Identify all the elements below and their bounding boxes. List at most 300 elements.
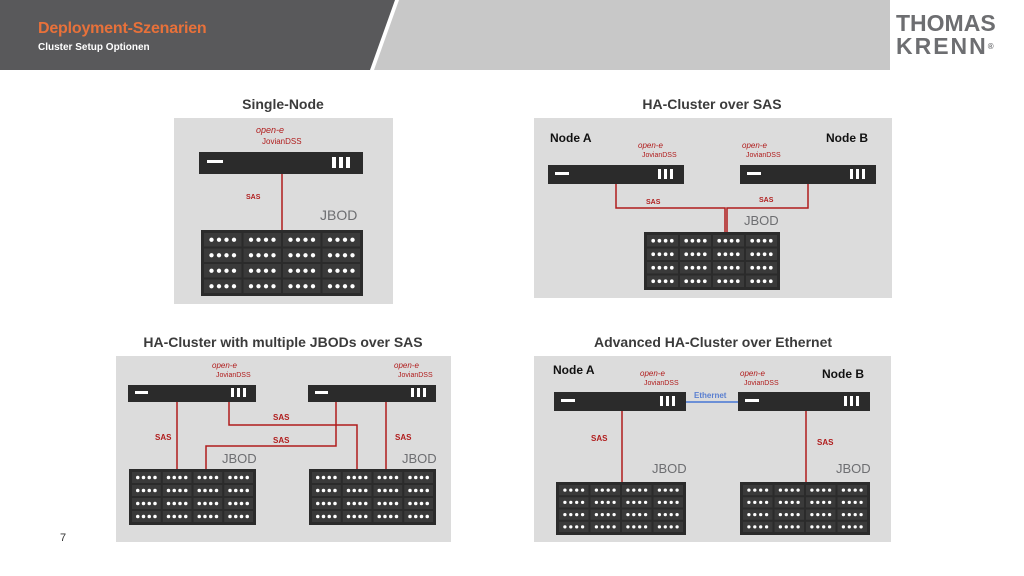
drive-bay-dot bbox=[651, 252, 655, 256]
drive-bay-dot bbox=[217, 253, 221, 257]
brand-logo-a bbox=[640, 369, 679, 387]
drive-bay-dot bbox=[664, 488, 667, 491]
drive-bay-dot bbox=[658, 252, 662, 256]
drive-bay-dot bbox=[753, 488, 756, 491]
drive-bay-dot bbox=[215, 502, 219, 506]
drive-bay-dot bbox=[569, 501, 572, 504]
drive-bay-dot bbox=[859, 513, 862, 516]
sas-label-cross-top: SAS bbox=[273, 413, 290, 422]
drive-bay-dot bbox=[327, 502, 331, 506]
drive-bay-dot bbox=[757, 279, 761, 283]
drive-bay-dot bbox=[684, 239, 688, 243]
drive-bay-dot bbox=[670, 525, 673, 528]
drive-bay-dot bbox=[747, 513, 750, 516]
drive-bay-dot bbox=[691, 252, 695, 256]
drive-bay-dot bbox=[343, 269, 347, 273]
drive-bay-dot bbox=[245, 515, 249, 519]
drive-bay-dot bbox=[730, 266, 734, 270]
advanced-eth-title: Advanced HA-Cluster over Ethernet bbox=[593, 334, 833, 350]
drive-bay-dot bbox=[632, 501, 635, 504]
drive-bay-dot bbox=[658, 279, 662, 283]
drive-bay-dot bbox=[644, 525, 647, 528]
drive-bay-dot bbox=[142, 515, 146, 519]
jbod-enclosure-right bbox=[309, 469, 436, 525]
drive-bay-dot bbox=[750, 279, 754, 283]
advanced-eth-diagram bbox=[534, 356, 891, 542]
drive-bay-dot bbox=[757, 252, 761, 256]
drive-bay-dot bbox=[724, 252, 728, 256]
drive-bay-dot bbox=[172, 515, 176, 519]
drive-bay-dot bbox=[658, 488, 661, 491]
brand-product-b: JovianDSS bbox=[744, 380, 779, 387]
drive-bay-dot bbox=[747, 525, 750, 528]
drive-bay-dot bbox=[364, 515, 368, 519]
drive-bay-dot bbox=[232, 238, 236, 242]
drive-bay-dot bbox=[670, 279, 674, 283]
drive-bay-dot bbox=[178, 502, 182, 506]
drive-bay-dot bbox=[209, 489, 213, 493]
drive-bay-dot bbox=[389, 476, 393, 480]
drive-bay-dot bbox=[296, 284, 300, 288]
drive-bay-dot bbox=[249, 269, 253, 273]
drive-bay-dot bbox=[769, 252, 773, 256]
drive-bay-dot bbox=[575, 525, 578, 528]
server-node bbox=[199, 152, 363, 174]
drive-bay-dot bbox=[675, 501, 678, 504]
drive-bay-dot bbox=[288, 238, 292, 242]
drive-bay-dot bbox=[769, 239, 773, 243]
brand-logo bbox=[256, 125, 302, 146]
drive-bay-dot bbox=[769, 266, 773, 270]
drive-bay-dot bbox=[595, 488, 598, 491]
drive-bay-dot bbox=[765, 501, 768, 504]
drive-bay-dot bbox=[414, 476, 418, 480]
drive-bay-dot bbox=[859, 525, 862, 528]
drive-bay-dot bbox=[358, 489, 362, 493]
drive-bay-dot bbox=[684, 266, 688, 270]
drive-bay-dot bbox=[563, 525, 566, 528]
ha-sas-title: HA-Cluster over SAS bbox=[642, 96, 782, 112]
drive-bay-dot bbox=[612, 488, 615, 491]
drive-bay-dot bbox=[697, 279, 701, 283]
drive-bay-dot bbox=[347, 502, 351, 506]
drive-bay-dot bbox=[328, 253, 332, 257]
drive-bay-dot bbox=[352, 476, 356, 480]
drive-bay-dot bbox=[389, 502, 393, 506]
drive-bay-dot bbox=[288, 269, 292, 273]
drive-bay-dot bbox=[217, 269, 221, 273]
drive-bay-dot bbox=[703, 252, 707, 256]
drive-bay-dot bbox=[759, 488, 762, 491]
drive-bay-dot bbox=[327, 476, 331, 480]
brand-vendor-a: open-e bbox=[212, 361, 237, 370]
drive-bay-dot bbox=[670, 513, 673, 516]
brand-vendor: open-e bbox=[256, 125, 285, 135]
drive-bay-dot bbox=[136, 502, 140, 506]
drive-bay-dot bbox=[859, 488, 862, 491]
drive-bay-dot bbox=[395, 502, 399, 506]
drive-bay-dot bbox=[303, 284, 307, 288]
jbod-enclosure bbox=[201, 230, 363, 296]
drive-bay-dot bbox=[408, 502, 412, 506]
drive-bay-dot bbox=[769, 279, 773, 283]
drive-bay-dot bbox=[724, 266, 728, 270]
drive-bay-dot bbox=[264, 269, 268, 273]
drive-bay-dot bbox=[364, 502, 368, 506]
drive-bay-dot bbox=[644, 488, 647, 491]
drive-bay-dot bbox=[240, 476, 244, 480]
drive-bay-dot bbox=[364, 476, 368, 480]
server-node-a bbox=[554, 392, 686, 411]
drive-bay-dot bbox=[232, 253, 236, 257]
drive-bay-dot bbox=[779, 525, 782, 528]
drive-bay-dot bbox=[607, 513, 610, 516]
jbod-enclosure-left bbox=[129, 469, 256, 525]
brand-logo-b bbox=[740, 369, 779, 387]
drive-bay-dot bbox=[234, 489, 238, 493]
drive-bay-dot bbox=[612, 513, 615, 516]
drive-bay-dot bbox=[311, 253, 315, 257]
brand-vendor-a: open-e bbox=[640, 369, 665, 378]
drive-bay-dot bbox=[178, 489, 182, 493]
brand-vendor-b: open-e bbox=[742, 141, 767, 150]
drive-bay-dot bbox=[383, 502, 387, 506]
drive-bay-dot bbox=[178, 476, 182, 480]
drive-bay-dot bbox=[791, 488, 794, 491]
jbod-label-right: JBOD bbox=[402, 451, 437, 466]
drive-bay-dot bbox=[303, 238, 307, 242]
brand-vendor-a: open-e bbox=[638, 141, 663, 150]
drive-bay-dot bbox=[136, 476, 140, 480]
drive-bay-dot bbox=[184, 502, 188, 506]
drive-bay-dot bbox=[842, 513, 845, 516]
jbod-label-left: JBOD bbox=[222, 451, 257, 466]
drive-bay-dot bbox=[632, 513, 635, 516]
drive-bay-dot bbox=[350, 284, 354, 288]
drive-bay-dot bbox=[234, 476, 238, 480]
drive-bay-dot bbox=[249, 238, 253, 242]
drive-bay-dot bbox=[335, 238, 339, 242]
drive-bay-dot bbox=[791, 501, 794, 504]
drive-bay-dot bbox=[822, 501, 825, 504]
drive-bay-dot bbox=[644, 501, 647, 504]
drive-bay-dot bbox=[271, 269, 275, 273]
drive-bay-dot bbox=[703, 266, 707, 270]
drive-bay-dot bbox=[854, 501, 857, 504]
drive-bay-dot bbox=[322, 515, 326, 519]
drive-bay-dot bbox=[717, 266, 721, 270]
drive-bay-dot bbox=[228, 515, 232, 519]
drive-bay-dot bbox=[328, 269, 332, 273]
drive-bay-dot bbox=[234, 515, 238, 519]
drive-bay-dot bbox=[612, 525, 615, 528]
drive-bay-dot bbox=[703, 239, 707, 243]
sas-label-left: SAS bbox=[155, 433, 172, 442]
drive-bay-dot bbox=[670, 266, 674, 270]
jbod-enclosure-right bbox=[740, 482, 870, 535]
drive-bay-dot bbox=[601, 501, 604, 504]
drive-bay-dot bbox=[311, 284, 315, 288]
page-title: Deployment-Szenarien bbox=[38, 20, 207, 37]
drive-bay-dot bbox=[271, 284, 275, 288]
drive-bay-dot bbox=[816, 513, 819, 516]
drive-bay-dot bbox=[697, 239, 701, 243]
drive-bay-dot bbox=[626, 513, 629, 516]
drive-bay-dot bbox=[569, 525, 572, 528]
drive-bay-dot bbox=[736, 279, 740, 283]
drive-bay-dot bbox=[172, 489, 176, 493]
drive-bay-dot bbox=[256, 269, 260, 273]
logo-line-2 bbox=[896, 35, 1008, 58]
drive-bay-dot bbox=[142, 502, 146, 506]
drive-bay-dot bbox=[607, 525, 610, 528]
drive-bay-dot bbox=[569, 488, 572, 491]
drive-bay-dot bbox=[651, 266, 655, 270]
server-node-b bbox=[740, 165, 876, 184]
drive-bay-dot bbox=[763, 239, 767, 243]
drive-bay-dot bbox=[785, 513, 788, 516]
drive-bay-dot bbox=[638, 501, 641, 504]
drive-bay-dot bbox=[816, 525, 819, 528]
drive-bay-dot bbox=[350, 253, 354, 257]
drive-bay-dot bbox=[691, 266, 695, 270]
header-bar bbox=[0, 0, 1024, 70]
drive-bay-dot bbox=[136, 489, 140, 493]
drive-bay-dot bbox=[816, 501, 819, 504]
drive-bay-dot bbox=[184, 515, 188, 519]
drive-bay-dot bbox=[736, 252, 740, 256]
ha-multi-jbod-title: HA-Cluster with multiple JBODs over SAS bbox=[143, 334, 423, 350]
drive-bay-dot bbox=[316, 489, 320, 493]
drive-bay-dot bbox=[420, 489, 424, 493]
drive-bay-dot bbox=[311, 238, 315, 242]
drive-bay-dot bbox=[703, 279, 707, 283]
drive-bay-dot bbox=[420, 502, 424, 506]
drive-bay-dot bbox=[757, 239, 761, 243]
drive-bay-dot bbox=[697, 252, 701, 256]
drive-bay-dot bbox=[264, 253, 268, 257]
drive-bay-dot bbox=[854, 525, 857, 528]
drive-bay-dot bbox=[228, 489, 232, 493]
drive-bay-dot bbox=[245, 489, 249, 493]
drive-bay-dot bbox=[383, 489, 387, 493]
drive-bay-dot bbox=[209, 284, 213, 288]
drive-bay-dot bbox=[612, 501, 615, 504]
drive-bay-dot bbox=[153, 489, 157, 493]
sas-label-right: SAS bbox=[817, 438, 834, 447]
jbod-label: JBOD bbox=[744, 213, 779, 228]
jbod-label: JBOD bbox=[320, 207, 358, 223]
server-node-a bbox=[548, 165, 684, 184]
drive-bay-dot bbox=[240, 502, 244, 506]
sas-label-left: SAS bbox=[591, 434, 608, 443]
drive-bay-dot bbox=[736, 266, 740, 270]
drive-bay-dot bbox=[184, 476, 188, 480]
drive-bay-dot bbox=[147, 489, 151, 493]
drive-bay-dot bbox=[256, 253, 260, 257]
drive-bay-dot bbox=[420, 515, 424, 519]
drive-bay-dot bbox=[785, 501, 788, 504]
drive-bay-dot bbox=[322, 502, 326, 506]
drive-bay-dot bbox=[664, 252, 668, 256]
drive-bay-dot bbox=[664, 266, 668, 270]
drive-bay-dot bbox=[232, 269, 236, 273]
drive-bay-dot bbox=[691, 279, 695, 283]
drive-bay-dot bbox=[638, 488, 641, 491]
drive-bay-dot bbox=[352, 515, 356, 519]
jbod-label-left: JBOD bbox=[652, 461, 687, 476]
drive-bay-dot bbox=[333, 476, 337, 480]
header-light-band bbox=[374, 0, 890, 70]
sas-label-cross-bottom: SAS bbox=[273, 436, 290, 445]
drive-bay-dot bbox=[730, 252, 734, 256]
drive-bay-dot bbox=[828, 525, 831, 528]
drive-bay-dot bbox=[296, 269, 300, 273]
server-node-b bbox=[738, 392, 870, 411]
drive-bay-dot bbox=[816, 488, 819, 491]
drive-bay-dot bbox=[335, 253, 339, 257]
drive-bay-dot bbox=[785, 525, 788, 528]
drive-bay-dot bbox=[389, 515, 393, 519]
drive-bay-dot bbox=[859, 501, 862, 504]
drive-bay-dot bbox=[626, 488, 629, 491]
drive-bay-dot bbox=[638, 525, 641, 528]
drive-bay-dot bbox=[670, 501, 673, 504]
brand-product-b: JovianDSS bbox=[398, 372, 433, 379]
drive-bay-dot bbox=[209, 476, 213, 480]
drive-bay-dot bbox=[347, 476, 351, 480]
drive-bay-dot bbox=[327, 515, 331, 519]
drive-bay-dot bbox=[750, 239, 754, 243]
drive-bay-dot bbox=[670, 252, 674, 256]
brand-logo-a bbox=[638, 141, 677, 159]
drive-bay-dot bbox=[316, 515, 320, 519]
drive-bay-dot bbox=[311, 269, 315, 273]
drive-bay-dot bbox=[717, 252, 721, 256]
drive-bay-dot bbox=[328, 284, 332, 288]
drive-bay-dot bbox=[408, 476, 412, 480]
drive-bay-dot bbox=[651, 279, 655, 283]
logo-line-1: THOMAS bbox=[896, 10, 996, 36]
drive-bay-dot bbox=[316, 502, 320, 506]
drive-bay-dot bbox=[753, 501, 756, 504]
drive-bay-dot bbox=[240, 515, 244, 519]
drive-bay-dot bbox=[197, 515, 201, 519]
drive-bay-dot bbox=[563, 488, 566, 491]
drive-bay-dot bbox=[425, 502, 429, 506]
drive-bay-dot bbox=[288, 253, 292, 257]
drive-bay-dot bbox=[408, 489, 412, 493]
drive-bay-dot bbox=[245, 476, 249, 480]
drive-bay-dot bbox=[563, 513, 566, 516]
drive-bay-dot bbox=[796, 513, 799, 516]
drive-bay-dot bbox=[209, 238, 213, 242]
page-number: 7 bbox=[60, 532, 67, 544]
drive-bay-dot bbox=[358, 502, 362, 506]
drive-bay-dot bbox=[684, 279, 688, 283]
drive-bay-dot bbox=[763, 266, 767, 270]
ethernet-label: Ethernet bbox=[694, 391, 727, 400]
drive-bay-dot bbox=[296, 253, 300, 257]
jbod-enclosure-left bbox=[556, 482, 686, 535]
drive-bay-dot bbox=[296, 238, 300, 242]
drive-bay-dot bbox=[335, 269, 339, 273]
brand-product-a: JovianDSS bbox=[216, 372, 251, 379]
drive-bay-dot bbox=[658, 513, 661, 516]
drive-bay-dot bbox=[848, 513, 851, 516]
drive-bay-dot bbox=[197, 476, 201, 480]
drive-bay-dot bbox=[828, 488, 831, 491]
brand-logo-a bbox=[212, 361, 251, 379]
node-b-label: Node B bbox=[826, 131, 868, 145]
brand-vendor-b: open-e bbox=[394, 361, 419, 370]
sas-label: SAS bbox=[246, 194, 261, 201]
drive-bay-dot bbox=[395, 476, 399, 480]
drive-bay-dot bbox=[822, 513, 825, 516]
page-subtitle: Cluster Setup Optionen bbox=[38, 42, 150, 53]
drive-bay-dot bbox=[264, 238, 268, 242]
drive-bay-dot bbox=[670, 488, 673, 491]
drive-bay-dot bbox=[842, 488, 845, 491]
drive-bay-dot bbox=[810, 488, 813, 491]
single-node-title: Single-Node bbox=[242, 96, 324, 112]
drive-bay-dot bbox=[350, 269, 354, 273]
drive-bay-dot bbox=[747, 488, 750, 491]
drive-bay-dot bbox=[791, 525, 794, 528]
sas-label-b: SAS bbox=[759, 197, 774, 204]
drive-bay-dot bbox=[328, 238, 332, 242]
drive-bay-dot bbox=[796, 501, 799, 504]
drive-bay-dot bbox=[697, 266, 701, 270]
drive-bay-dot bbox=[675, 488, 678, 491]
drive-bay-dot bbox=[763, 279, 767, 283]
drive-bay-dot bbox=[730, 239, 734, 243]
drive-bay-dot bbox=[779, 488, 782, 491]
drive-bay-dot bbox=[389, 489, 393, 493]
drive-bay-dot bbox=[759, 501, 762, 504]
drive-bay-dot bbox=[796, 525, 799, 528]
drive-bay-dot bbox=[414, 502, 418, 506]
drive-bay-dot bbox=[664, 513, 667, 516]
thomas-krenn-logo bbox=[896, 12, 1008, 58]
drive-bay-dot bbox=[601, 513, 604, 516]
drive-bay-dot bbox=[147, 502, 151, 506]
drive-bay-dot bbox=[167, 489, 171, 493]
drive-bay-dot bbox=[228, 476, 232, 480]
drive-bay-dot bbox=[670, 239, 674, 243]
drive-bay-dot bbox=[333, 502, 337, 506]
drive-bay-dot bbox=[395, 489, 399, 493]
drive-bay-dot bbox=[765, 525, 768, 528]
drive-bay-dot bbox=[303, 269, 307, 273]
drive-bay-dot bbox=[232, 284, 236, 288]
drive-bay-dot bbox=[575, 513, 578, 516]
brand-product: JovianDSS bbox=[262, 137, 302, 146]
logo-registered-mark: ® bbox=[987, 42, 996, 51]
drive-bay-dot bbox=[785, 488, 788, 491]
drive-bay-dot bbox=[842, 525, 845, 528]
drive-bay-dot bbox=[167, 502, 171, 506]
drive-bay-dot bbox=[724, 279, 728, 283]
drive-bay-dot bbox=[209, 253, 213, 257]
drive-bay-dot bbox=[224, 238, 228, 242]
drive-bay-dot bbox=[684, 252, 688, 256]
drive-bay-dot bbox=[203, 502, 207, 506]
sas-label-right: SAS bbox=[395, 433, 412, 442]
drive-bay-dot bbox=[377, 476, 381, 480]
drive-bay-dot bbox=[215, 476, 219, 480]
drive-bay-dot bbox=[796, 488, 799, 491]
